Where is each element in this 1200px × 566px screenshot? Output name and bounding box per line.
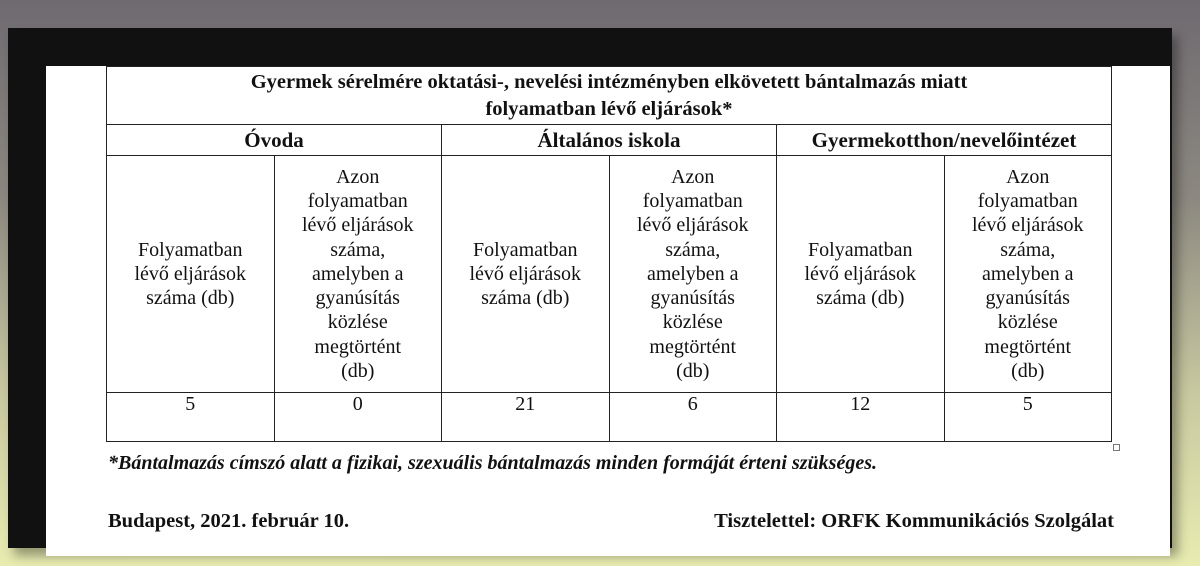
column-header-ongoing-count: Folyamatban lévő eljárások száma (db) xyxy=(442,156,610,393)
value-ovoda-ongoing: 5 xyxy=(107,393,275,442)
value-gyermekotthon-ongoing: 12 xyxy=(777,393,945,442)
group-header-ovoda: Óvoda xyxy=(107,125,442,156)
group-header-gyermekotthon: Gyermekotthon/nevelőintézet xyxy=(777,125,1112,156)
column-header-ongoing-count: Folyamatban lévő eljárások száma (db) xyxy=(777,156,945,393)
value-gyermekotthon-notified: 5 xyxy=(944,393,1112,442)
column-header-ongoing-count: Folyamatban lévő eljárások száma (db) xyxy=(107,156,275,393)
value-ovoda-notified: 0 xyxy=(274,393,442,442)
place-and-date: Budapest, 2021. február 10. xyxy=(108,510,350,532)
document-page xyxy=(46,66,1170,556)
column-header-suspect-notified-count: Azon folyamatban lévő eljárások száma, amelyben a gyanúsítás közlése megtörtént (db) xyxy=(274,156,442,393)
footnote: *Bántalmazás címszó alatt a fizikai, szexuális bántalmazás minden formáját érteni szükséges. xyxy=(108,452,877,474)
proceedings-table xyxy=(106,66,1112,442)
value-iskola-notified: 6 xyxy=(609,393,777,442)
column-header-suspect-notified-count: Azon folyamatban lévő eljárások száma, amelyben a gyanúsítás közlése megtörtént (db) xyxy=(944,156,1112,393)
column-header-suspect-notified-count: Azon folyamatban lévő eljárások száma, amelyben a gyanúsítás közlése megtörtént (db) xyxy=(609,156,777,393)
picture-frame xyxy=(8,28,1172,548)
table-title-line-1: Gyermek sérelmére oktatási-, nevelési intézményben elkövetett bántalmazás miatt xyxy=(250,70,968,93)
table-title xyxy=(107,67,1112,125)
table-title-line-2: folyamatban lévő eljárások* xyxy=(485,97,733,120)
value-iskola-ongoing: 21 xyxy=(442,393,610,442)
group-header-altalanos-iskola: Általános iskola xyxy=(442,125,777,156)
table-resize-handle[interactable] xyxy=(1113,444,1120,451)
signature: Tisztelettel: ORFK Kommunikációs Szolgálat xyxy=(714,510,1114,532)
